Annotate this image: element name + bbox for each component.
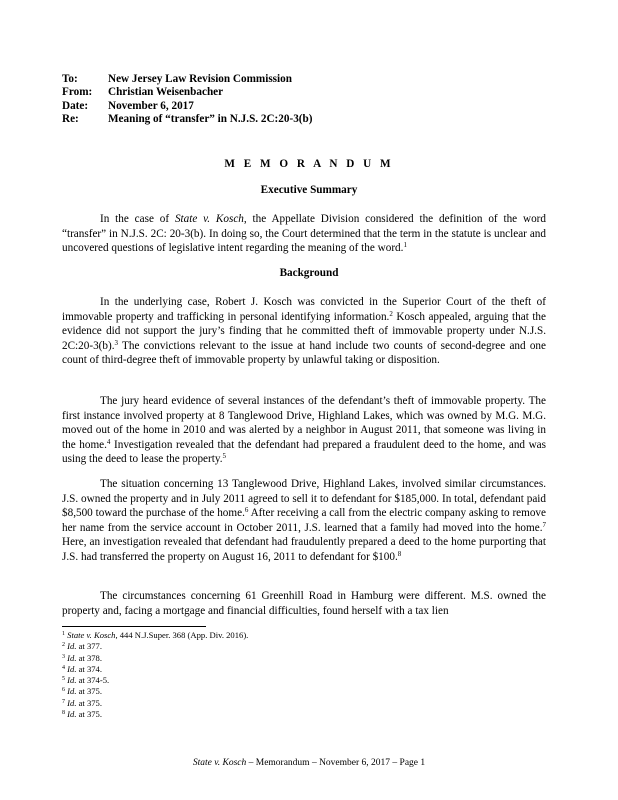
footnote-ref: 1 <box>403 241 407 250</box>
background-heading: Background <box>279 267 339 279</box>
text-run: In the case of <box>100 213 175 225</box>
footer-case-name: State v. Kosch <box>192 758 247 768</box>
footnote-citation: Id. <box>67 697 77 708</box>
footnote-citation: Id. <box>67 641 77 652</box>
text-run: The convictions relevant to the issue at hand include two counts of second-degree and one count of third-degree theft of immovable property by unlawful taking or disposition. <box>62 339 546 367</box>
from-label: From: <box>62 86 93 99</box>
text-run: Investigation revealed that the defendant had prepared a fraudulent deed to the home, and was using the deed to lease the property. <box>62 438 546 466</box>
executive-summary-heading: Executive Summary <box>260 184 358 196</box>
background-paragraph-3 <box>62 477 546 565</box>
footnote-citation: Id. <box>67 663 77 674</box>
text-run: After receiving a call from the electric company asking to remove her name from the service account in October 2011, J.S. learned that a family had moved into the home. <box>62 507 546 534</box>
re-label: Re: <box>62 112 79 125</box>
text-run: The circumstances concerning 61 Greenhill Road in Hamburg were different. M.S. owned the property and, facing a mortgage and financial difficulties, found herself with a tax lien <box>62 590 546 617</box>
memo-header <box>62 73 312 126</box>
background-paragraph-4 <box>62 589 546 618</box>
footnote <box>62 686 248 697</box>
footnote <box>62 664 248 675</box>
footnote <box>62 641 248 652</box>
footnote-ref: 2 <box>389 309 393 318</box>
footnote-ref: 3 <box>114 338 119 347</box>
footnote <box>62 698 248 709</box>
footnote-text: at 378. <box>76 652 103 663</box>
footnote-text: at 375. <box>76 686 103 697</box>
text-run: The situation concerning 13 Tanglewood Drive, Highland Lakes, involved similar circumstances. J.S. owned the property and in July 2011 agreed to sell it to defendant for $185,000. In total, defendant paid $8,500 toward the purchase of the home. <box>62 478 546 520</box>
footnote <box>62 630 248 641</box>
page-footer <box>0 758 618 768</box>
footnote <box>62 675 248 686</box>
footnote-citation: State v. Kosch <box>67 630 116 640</box>
re-row <box>62 113 312 126</box>
case-name: State v. Kosch <box>174 213 244 225</box>
footnote-number: 3 <box>62 653 65 660</box>
background-paragraph-2 <box>62 394 546 467</box>
footnote-text: at 375. <box>76 697 103 708</box>
date-value: November 6, 2017 <box>108 99 194 112</box>
footnote-text: at 374-5. <box>76 675 110 686</box>
date-label: Date: <box>62 99 89 112</box>
footnote-number: 6 <box>62 687 65 694</box>
from-value: Christian Weisenbacher <box>108 86 224 99</box>
to-label: To: <box>62 73 78 85</box>
footnote-citation: Id. <box>67 686 77 697</box>
to-value: New Jersey Law Revision Commission <box>108 73 292 85</box>
background-paragraph-1 <box>62 295 546 368</box>
text-run: , the Appellate Division considered the definition of the word “transfer” in N.J.S. 2C: 20-3(b). In doing so, the Court determined that the term in the statute is unclear and uncovered questions of legislative intent regarding the meaning of the word. <box>62 213 546 255</box>
memo-title: M E M O R A N D U M <box>224 158 394 170</box>
date-row <box>62 100 312 113</box>
footnote-text: at 377. <box>76 641 103 652</box>
footnote-ref: 7 <box>542 520 546 529</box>
footnote-number: 1 <box>62 631 65 637</box>
text-run: Here, an investigation revealed that defendant had fraudulently prepared a deed to the home purporting that J.S. had transferred the property on August 16, 2011 to defendant for $100. <box>62 536 546 563</box>
footnote-number: 7 <box>62 698 65 705</box>
text-run: Kosch appealed, arguing that the evidence did not support the jury’s finding that he committed theft of immovable property under N.J.S. 2C:20-3(b). <box>62 310 546 352</box>
footnote-citation: Id. <box>67 675 77 686</box>
executive-summary-paragraph <box>62 212 546 256</box>
footnote-number: 8 <box>62 710 65 717</box>
footnote-citation: Id. <box>67 709 77 720</box>
footnote-ref: 6 <box>244 506 249 515</box>
re-value: Meaning of “transfer” in N.J.S. 2C:20-3(b) <box>108 112 313 125</box>
footnote-number: 5 <box>62 676 65 683</box>
footnote-text: at 375. <box>76 709 103 720</box>
footnotes <box>62 630 248 720</box>
footer-text: – Memorandum – November 6, 2017 – Page 1 <box>246 758 426 768</box>
text-run: In the underlying case, Robert J. Kosch was convicted in the Superior Court of the theft of immovable property and trafficking in personal identifying information. <box>62 296 546 323</box>
footnote <box>62 653 248 664</box>
footnote <box>62 709 248 720</box>
to-row <box>62 73 312 86</box>
footnote-citation: Id. <box>67 652 77 663</box>
footnote-text: at 374. <box>76 663 103 674</box>
footnote-ref: 5 <box>222 452 227 461</box>
text-run: The jury heard evidence of several instances of the defendant’s theft of immovable property. The first instance involved property at 8 Tanglewood Drive, Highland Lakes, which was owned by M.G. M.G. moved out of the home in 2010 and was alerted by a neighbor in August 2011, that someone was living in the home. <box>62 395 546 451</box>
footnote-number: 4 <box>62 664 65 671</box>
footnote-number: 2 <box>62 642 65 649</box>
footnote-ref: 4 <box>106 437 111 446</box>
footnote-separator <box>62 626 206 627</box>
footnote-ref: 8 <box>397 549 402 558</box>
from-row <box>62 86 312 99</box>
footnote-text: , 444 N.J.Super. 368 (App. Div. 2016). <box>115 630 249 640</box>
